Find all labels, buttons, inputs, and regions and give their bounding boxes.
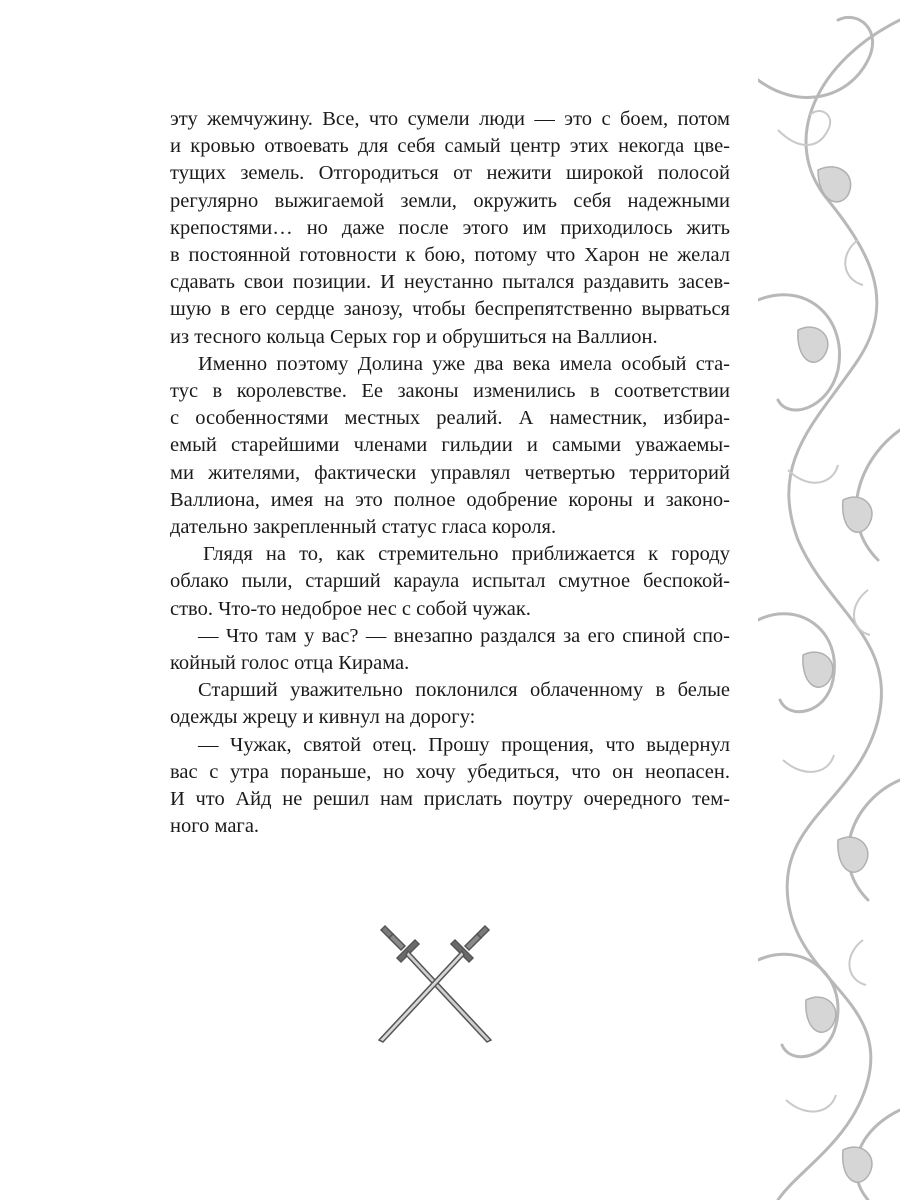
text-line: тус в королевстве. Ее законы изменились в соответствии [170,380,730,403]
text-line: с особенностями местных реалий. А наместник, избира- [170,407,730,430]
text-line: ного мага. [170,815,260,838]
paragraph-3 [170,541,730,623]
text-line: облако пыли, старший караула испытал смутное беспокой- [170,570,730,593]
text-line: дательно закрепленный статус гласа короля. [170,516,557,539]
text-line: регулярно выжигаемой земли, окружить себя надежными [170,189,730,212]
text-line: Глядя на то, как стремительно приближается к городу [203,543,730,566]
crossed-swords-svg [375,918,495,1048]
text-line: вас с утра пораньше, но хочу убедиться, что он неопасен. [170,760,730,783]
text-line: ство. Что-то недоброе нес с собой чужак. [170,597,531,620]
text-line: из тесного кольца Серых гор и обрушиться на Валлион. [170,325,658,348]
text-line: И что Айд не решил нам прислать поутру очередного тем- [170,788,730,811]
text-line: сдавать свои позиции. И неустанно пытался раздавить засев- [170,271,730,294]
text-line: Старший уважительно поклонился облаченному в белые [198,679,730,702]
text-line: одежды жрецу и кивнул на дорогу: [170,706,476,729]
text-line: Валлиона, имея на это полное одобрение короны и законо- [170,488,730,511]
text-line: крепостями… но даже после этого им приходилось жить [170,216,730,239]
floral-swirl-icon [758,0,900,1200]
text-line: Именно поэтому Долина уже два века имела особый ста- [198,352,730,375]
paragraph-5 [170,677,730,731]
text-line: тущих земель. Отгородиться от нежити широкой полосой [170,162,730,185]
paragraph-1 [170,106,730,351]
paragraph-4 [170,623,730,677]
text-line: в постоянной готовности к бою, потому что Харон не желал [170,244,730,267]
text-line: ми жителями, фактически управлял четвертью территорий [170,461,730,484]
paragraph-6 [170,732,730,841]
text-line: и кровью отвоевать для себя самый центр этих некогда цве- [170,135,730,158]
crossed-swords-icon [375,918,495,1048]
text-line: эту жемчужину. Все, что сумели люди — это с боем, потом [170,108,730,130]
body-text [170,106,730,840]
text-line: — Чужак, святой отец. Прошу прощения, что выдернул [198,733,730,756]
text-line: койный голос отца Кирама. [170,652,410,675]
text-line: шую в его сердце занозу, чтобы беспрепятственно вырваться [170,298,730,321]
text-line: — Что там у вас? — внезапно раздался за его спиной спо- [198,624,730,647]
text-line: емый старейшими членами гильдии и самыми уважаемы- [170,434,730,457]
paragraph-2 [170,351,730,541]
floral-border-ornament [758,0,900,1200]
